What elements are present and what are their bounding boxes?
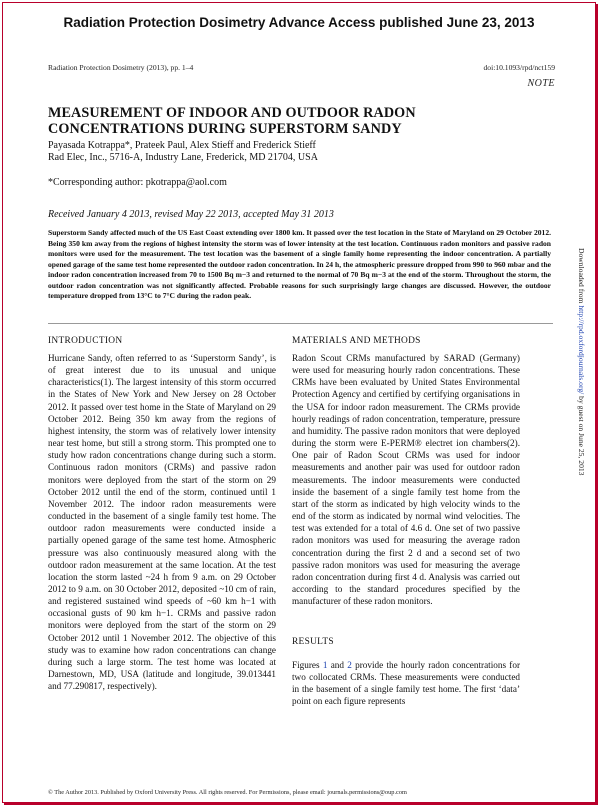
introduction-body: Hurricane Sandy, often referred to as ‘Superstorm Sandy’, is of great interest due to its unusual and unique characteristics(1). The largest intensity of this storm occurred in the States of New York and New Jersey on 28 October 2012. It passed over test home in the State of Maryland on 29 October 2012. Being 350 km away from the regions of highest intensity, the storm was of relatively lower intensity near test home, but still a strong storm. This prompted one to study how radon concentrations change during such a storm. Continuous radon monitors (CRMs) and passive radon monitors were deployed from the start of the storm on 29 October 2012 until the end of the storm, continued until 1 November 2012. The indoor radon measurements were conducted in the basement of a single family test home. The outdoor radon measurements were conducted inside a partially opened garage of the same test home. Atmospheric pressure was also continuously measured along with the outdoor radon measurement at the same location. At the test location the storm lasted ~24 h from 9 a.m. on 29 October 2012 to 9 a.m. on 30 October 2012, deposited ~10 cm of rain, and registered sustained wind speeds of ~60 km h−1 with occasional gusts of 90 km h−1. CRMs and passive radon monitors were deployed from the start of the storm on 29 October 2012 until 1 November 2012. The objective of this study was to examine how radon concentrations can change during such a large storm. The test home was located at Darnestown, MD, USA (latitude and longitude, 39.013441 and 77.290817, respectively). — [48, 353, 276, 692]
section-divider — [48, 323, 553, 324]
article-type-label: NOTE — [527, 78, 555, 89]
results-body — [292, 659, 520, 708]
copyright-footer: © The Author 2013. Published by Oxford University Press. All rights reserved. For Permissions, please email: journals.permissions@oup.com — [48, 789, 407, 796]
results-heading: RESULTS — [292, 637, 334, 647]
author-block — [48, 140, 318, 164]
methods-body: Radon Scout CRMs manufactured by SARAD (Germany) were used for measuring hourly radon concentrations. These CRMs have been evaluated by United States Environmental Protection Agency and certified by certifying organisations in the USA for indoor radon measurement. The CRMs provide hourly readings of radon concentration, temperature, pressure and humidity. The passive radon monitors that were deployed during the storm were E-PERM® electret ion chambers(2). One pair of Radon Scout CRMs was used for indoor measurements and another pair was used for outdoor radon measurements. The indoor measurements were conducted inside the basement of a single family test home from the start of the storm as indicated by high velocity winds to the end of the storm as indicated by normal wind velocities. The test was extended for a total of 4.6 d. One set of two passive radon monitors was used for measuring the average radon concentration during the first 2 d and a second set of two passive radon monitors was used for measuring the average radon concentration during first 4 d. Analysis was carried out according to the standard procedures specified by the manufacturer of these radon monitors. — [292, 353, 520, 607]
introduction-heading: INTRODUCTION — [48, 336, 123, 346]
journal-site-link[interactable]: http://rpd.oxfordjournals.org/ — [577, 305, 586, 395]
results-text-a: Figures — [292, 660, 323, 670]
abstract: Superstorm Sandy affected much of the US East Coast extending over 1800 km. It passed over the test location in the State of Maryland on 29 October 2012. Being 350 km away from the regions of highest intensity the storm was of lower intensity at the test location. Continuous radon monitors and passive radon monitors were used for the measurement. The test location was the basement of a single family home representing the indoor concentration. A partially opened garage of the same test home represented the outdoor radon concentration. In 24 h, the atmospheric pressure dropped from 990 to 960 mbar and the indoor radon concentration increased from 70 to 1500 Bq m−3 and returned to the normal of 70 Bq m−3 at the end of the storm. Throughout the storm, the outdoor radon concentration was not significantly affected. Probable reasons for such surprisingly large changes are discussed. However, the outdoor temperature dropped from 13°C to 7°C during the radon peak. — [48, 228, 551, 300]
author-list: Payasada Kotrappa*, Prateek Paul, Alex Stieff and Frederick Stieff — [48, 140, 316, 151]
title-line-2: CONCENTRATIONS DURING SUPERSTORM SANDY — [48, 121, 402, 137]
document-page — [2, 2, 596, 803]
download-watermark — [570, 248, 590, 548]
journal-citation: Radiation Protection Dosimetry (2013), pp. 1–4 — [48, 63, 194, 72]
paper-title — [48, 105, 558, 137]
results-text-b: provide the hourly radon concentrations for two collocated CRMs. These measurements were conducted in the basement of a single family test home. The first ‘data’ point on each figure represents — [292, 660, 521, 707]
received-dates: Received January 4 2013, revised May 22 2013, accepted May 31 2013 — [48, 209, 334, 220]
figure-1-link[interactable]: 1 — [322, 660, 328, 670]
results-text-and: and — [327, 660, 348, 670]
methods-heading: MATERIALS AND METHODS — [292, 336, 421, 346]
doi-label: doi:10.1093/rpd/nct159 — [483, 63, 555, 72]
watermark-suffix: by guest on June 25, 2013 — [577, 394, 586, 476]
figure-2-link[interactable]: 2 — [347, 660, 352, 670]
title-line-1: MEASUREMENT OF INDOOR AND OUTDOOR RADON — [48, 105, 416, 121]
affiliation: Rad Elec, Inc., 5716-A, Industry Lane, Frederick, MD 21704, USA — [48, 152, 318, 163]
corresponding-author: *Corresponding author: pkotrappa@aol.com — [48, 177, 227, 188]
advance-access-banner: Radiation Protection Dosimetry Advance Access published June 23, 2013 — [63, 15, 535, 30]
download-watermark-text — [570, 248, 586, 548]
watermark-prefix: Downloaded from — [577, 248, 586, 306]
